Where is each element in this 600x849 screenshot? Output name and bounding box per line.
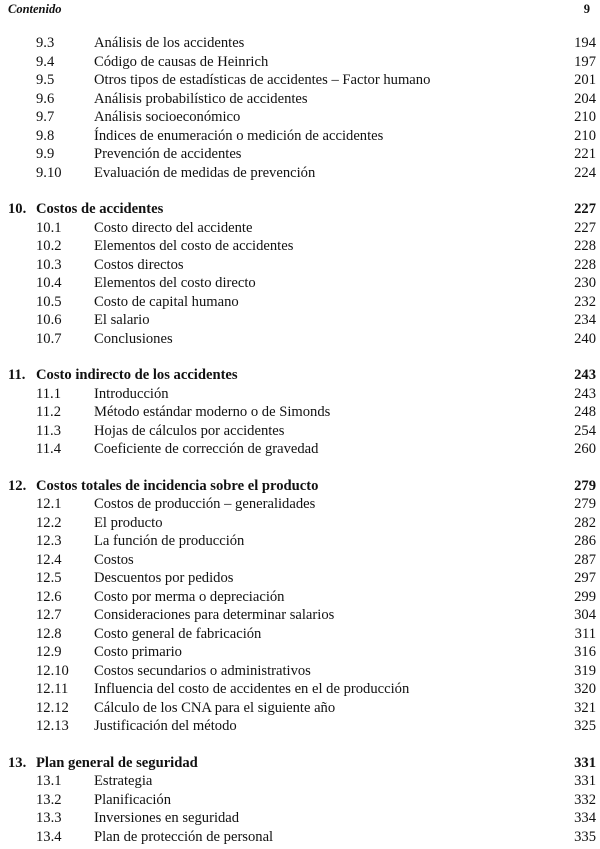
toc-entry-row	[8, 311, 596, 330]
entry-page: 321	[574, 699, 596, 716]
entry-page: 332	[574, 791, 596, 808]
entry-page: 201	[574, 72, 596, 88]
chapter-num: 12.	[8, 477, 27, 494]
entry-page: 334	[574, 810, 596, 826]
entry-num: 10.6	[36, 312, 62, 328]
entry-page: 194	[574, 35, 596, 51]
entry-num: 12.7	[36, 607, 62, 623]
entry-num: 12.2	[36, 514, 62, 531]
toc-entry-row	[8, 495, 596, 514]
entry-label: Conclusiones	[94, 330, 173, 347]
entry-page: 204	[574, 90, 596, 107]
toc-entry-row	[8, 625, 596, 644]
entry-num: 11.3	[36, 422, 61, 439]
entry-page: 221	[574, 146, 596, 162]
toc-entry-row	[8, 53, 596, 72]
entry-num: 9.7	[36, 109, 55, 125]
entry-page: 286	[574, 533, 596, 549]
toc-entry-row	[8, 791, 596, 810]
chapter-label: Costos de accidentes	[36, 201, 164, 217]
entry-label: Elementos del costo directo	[94, 275, 256, 291]
toc-entry-row	[8, 293, 596, 312]
toc-entry-row	[8, 717, 596, 736]
section-gap	[8, 182, 596, 200]
entry-label: Otros tipos de estadísticas de accidentes – Factor humano	[94, 72, 431, 88]
entry-label: Costo de capital humano	[94, 293, 239, 310]
entry-num: 12.9	[36, 644, 62, 660]
entry-num: 13.2	[36, 791, 62, 808]
entry-page: 319	[574, 662, 596, 679]
entry-label: El salario	[94, 312, 150, 328]
entry-num: 12.4	[36, 551, 62, 568]
entry-label: Elementos del costo de accidentes	[94, 238, 294, 254]
toc-entry-row	[8, 108, 596, 127]
toc-entry-row	[8, 680, 596, 699]
chapter-page: 227	[574, 201, 596, 217]
entry-num: 13.4	[36, 828, 62, 845]
toc-chapter-row	[8, 754, 596, 773]
entry-label: Evaluación de medidas de prevención	[94, 164, 316, 181]
entry-num: 11.2	[36, 404, 61, 420]
entry-num: 9.5	[36, 72, 55, 88]
entry-num: 9.9	[36, 146, 55, 162]
toc-chapter-row	[8, 477, 596, 496]
toc-entry-row	[8, 274, 596, 293]
entry-label: Hojas de cálculos por accidentes	[94, 422, 285, 439]
chapter-num: 10.	[8, 201, 27, 217]
toc-entry-row	[8, 237, 596, 256]
entry-label: Costos	[94, 551, 134, 568]
entry-page: 234	[574, 312, 596, 328]
entry-num: 10.7	[36, 330, 62, 347]
chapter-page: 331	[574, 754, 596, 771]
entry-num: 9.3	[36, 35, 55, 51]
toc-entry-row	[8, 385, 596, 404]
entry-num: 10.3	[36, 256, 62, 273]
entry-num: 12.12	[36, 699, 69, 716]
entry-page: 228	[574, 256, 596, 273]
entry-page: 254	[574, 422, 596, 439]
entry-num: 9.6	[36, 90, 55, 107]
entry-page: 320	[574, 681, 596, 697]
entry-page: 232	[574, 293, 596, 310]
entry-page: 210	[574, 127, 596, 144]
section-gap	[8, 348, 596, 366]
entry-label: Costos directos	[94, 256, 184, 273]
entry-num: 10.1	[36, 219, 62, 236]
entry-page: 335	[574, 828, 596, 845]
entry-label: Planificación	[94, 791, 171, 808]
entry-label: Análisis probabilístico de accidentes	[94, 90, 308, 107]
entry-num: 11.1	[36, 385, 61, 402]
entry-num: 12.11	[36, 681, 69, 697]
entry-label: Plan de protección de personal	[94, 828, 274, 845]
entry-num: 9.10	[36, 164, 62, 181]
entry-num: 9.4	[36, 53, 55, 70]
section-gap	[8, 459, 596, 477]
entry-num: 12.1	[36, 496, 62, 512]
toc-entry-row	[8, 127, 596, 146]
toc-entry-row	[8, 34, 596, 53]
toc-entry-row	[8, 422, 596, 441]
toc-chapter-row	[8, 366, 596, 385]
toc-entry-row	[8, 219, 596, 238]
chapter-label: Costo indirecto de los accidentes	[36, 367, 238, 383]
entry-label: Coeficiente de corrección de gravedad	[94, 441, 319, 457]
chapter-num: 11.	[8, 367, 26, 383]
table-of-contents	[8, 34, 596, 846]
page-number: 9	[583, 2, 590, 16]
entry-label: Consideraciones para determinar salarios	[94, 607, 335, 623]
toc-entry-row	[8, 828, 596, 847]
entry-num: 10.4	[36, 275, 62, 291]
toc-entry-row	[8, 71, 596, 90]
entry-num: 12.3	[36, 533, 62, 549]
entry-page: 287	[574, 551, 596, 568]
toc-entry-row	[8, 606, 596, 625]
entry-page: 240	[574, 330, 596, 347]
entry-page: 311	[574, 625, 596, 642]
entry-num: 11.4	[36, 441, 61, 457]
entry-page: 279	[574, 496, 596, 512]
entry-page: 210	[574, 109, 596, 125]
chapter-page: 279	[574, 477, 596, 494]
entry-num: 13.1	[36, 773, 62, 789]
entry-label: Costo primario	[94, 644, 182, 660]
toc-entry-row	[8, 330, 596, 349]
toc-entry-row	[8, 90, 596, 109]
entry-label: Estrategia	[94, 773, 153, 789]
toc-entry-row	[8, 145, 596, 164]
chapter-label: Costos totales de incidencia sobre el producto	[36, 477, 319, 494]
entry-label: Método estándar moderno o de Simonds	[94, 404, 331, 420]
entry-page: 260	[574, 441, 596, 457]
toc-entry-row	[8, 514, 596, 533]
entry-page: 299	[574, 588, 596, 605]
entry-page: 316	[574, 644, 596, 660]
entry-num: 13.3	[36, 810, 62, 826]
toc-entry-row	[8, 569, 596, 588]
entry-page: 304	[574, 607, 596, 623]
chapter-label: Plan general de seguridad	[36, 754, 198, 771]
entry-label: Costo directo del accidente	[94, 219, 253, 236]
entry-page: 227	[574, 219, 596, 236]
entry-label: El producto	[94, 514, 163, 531]
toc-entry-row	[8, 440, 596, 459]
entry-label: Costos secundarios o administrativos	[94, 662, 311, 679]
chapter-num: 13.	[8, 754, 27, 771]
entry-num: 12.5	[36, 570, 62, 586]
entry-label: Introducción	[94, 385, 169, 402]
entry-num: 10.2	[36, 238, 62, 254]
entry-page: 197	[574, 53, 596, 70]
entry-label: Costo por merma o depreciación	[94, 588, 285, 605]
toc-entry-row	[8, 551, 596, 570]
toc-entry-row	[8, 772, 596, 791]
entry-page: 243	[574, 385, 596, 402]
entry-label: La función de producción	[94, 533, 245, 549]
section-gap	[8, 736, 596, 754]
toc-entry-row	[8, 699, 596, 718]
entry-label: Cálculo de los CNA para el siguiente año	[94, 699, 336, 716]
entry-num: 9.8	[36, 127, 55, 144]
entry-label: Código de causas de Heinrich	[94, 53, 269, 70]
entry-label: Análisis socioeconómico	[94, 109, 241, 125]
running-title: Contenido	[8, 2, 62, 16]
entry-label: Costo general de fabricación	[94, 625, 262, 642]
entry-label: Análisis de los accidentes	[94, 35, 245, 51]
toc-entry-row	[8, 403, 596, 422]
toc-entry-row	[8, 532, 596, 551]
entry-page: 248	[574, 404, 596, 420]
entry-num: 12.13	[36, 718, 69, 734]
entry-num: 12.8	[36, 625, 62, 642]
toc-entry-row	[8, 662, 596, 681]
entry-num: 10.5	[36, 293, 62, 310]
entry-page: 228	[574, 238, 596, 254]
page-header	[8, 2, 590, 18]
entry-page: 325	[574, 718, 596, 734]
toc-entry-row	[8, 809, 596, 828]
entry-label: Inversiones en seguridad	[94, 810, 240, 826]
toc-chapter-row	[8, 200, 596, 219]
entry-page: 331	[574, 773, 596, 789]
entry-label: Costos de producción – generalidades	[94, 496, 316, 512]
toc-entry-row	[8, 588, 596, 607]
entry-page: 224	[574, 164, 596, 181]
entry-page: 230	[574, 275, 596, 291]
entry-num: 12.6	[36, 588, 62, 605]
entry-label: Justificación del método	[94, 718, 237, 734]
entry-page: 297	[574, 570, 596, 586]
toc-entry-row	[8, 643, 596, 662]
entry-label: Descuentos por pedidos	[94, 570, 234, 586]
entry-label: Influencia del costo de accidentes en el de producción	[94, 681, 410, 697]
chapter-page: 243	[574, 367, 596, 383]
entry-label: Índices de enumeración o medición de accidentes	[94, 127, 384, 144]
toc-entry-row	[8, 164, 596, 183]
entry-page: 282	[574, 514, 596, 531]
entry-label: Prevención de accidentes	[94, 146, 242, 162]
toc-entry-row	[8, 256, 596, 275]
entry-num: 12.10	[36, 662, 69, 679]
